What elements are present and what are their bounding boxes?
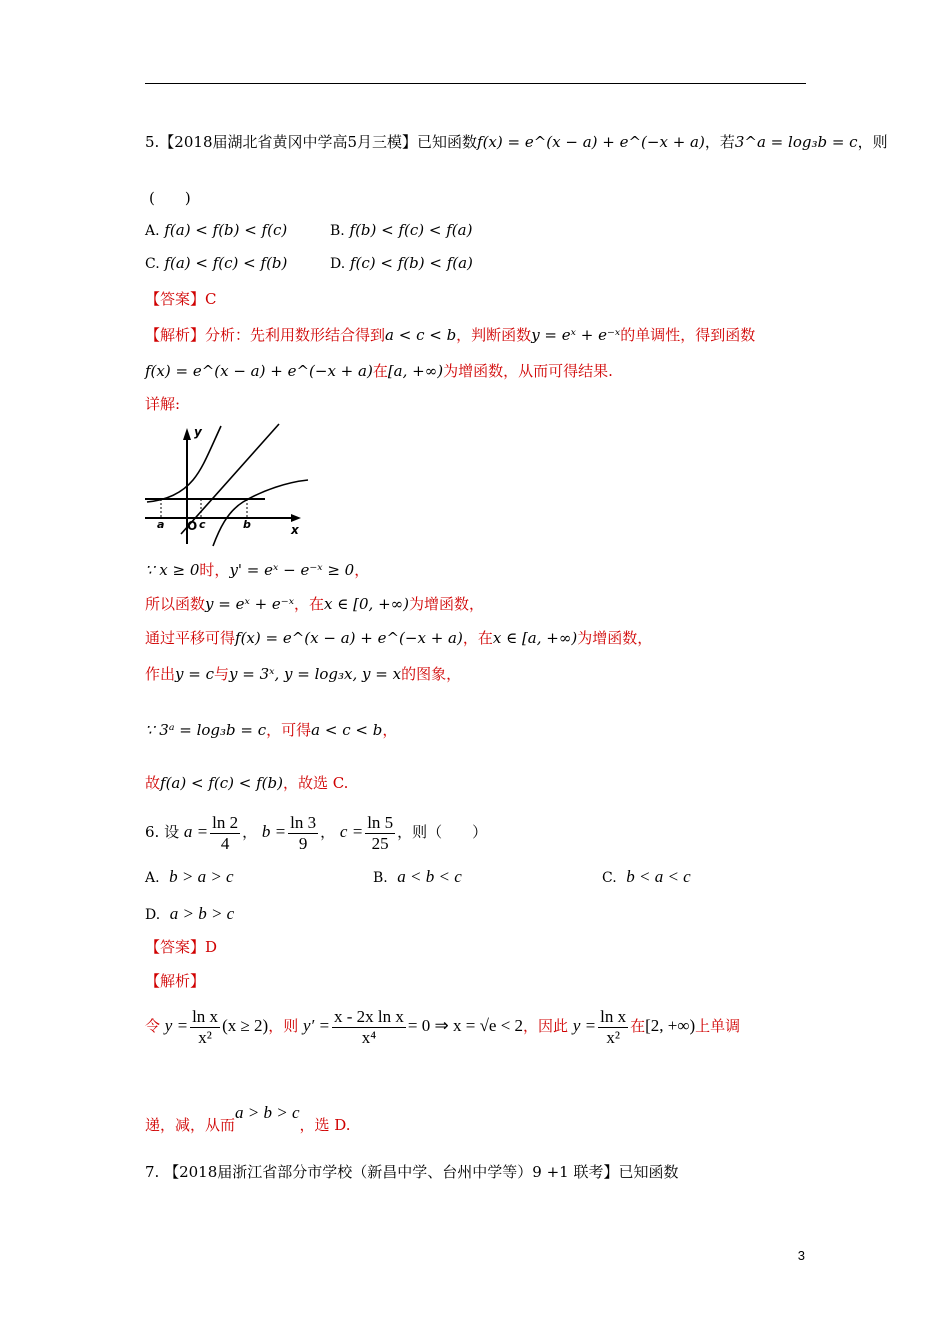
q6-frac-c: $\frac{\ln 5}{25}$ [367,812,394,853]
q5-option-a: A. f(a) < f(b) < f(c) [145,221,288,239]
label-x: x [291,523,299,537]
q5-step4: 作出y = c与y = 3ˣ, y = log₃x, y = x的图象， [145,665,462,683]
q5-step2: 所以函数y = eˣ + e⁻ˣ，在x ∈ [0, +∞)为增函数， [145,595,485,613]
q5-step6: 故f(a) < f(c) < f(b)，故选 C. [145,774,349,792]
q5-stem [145,132,888,152]
q5-cond-prefix: ，若 [704,133,735,151]
q6-frac-lnx-1: $\frac{\text{ln x}}{\text{x²}}$ [192,1006,219,1047]
q6-analysis-title: 【解析】 [145,972,206,990]
q5-answer: 【答案】C [145,290,217,308]
q5-step1: ∵ x ≥ 0时，y' = eˣ − e⁻ˣ ≥ 0， [145,561,370,579]
q5-option-c: C. f(a) < f(c) < f(b) [145,254,288,272]
q6-frac-a: $\frac{\ln 2}{4}$ [212,812,239,853]
q5-analysis-line2: f(x) = e^(x − a) + e^(−x + a)在[a, +∞)为增函数，从而可得结果. [145,362,613,380]
y-axis-arrow [183,428,191,440]
q6-analysis-line2: 递，减，从而a > b > c，选 D. [145,1103,351,1134]
label-c: c [199,518,206,531]
q5-option-d: D. f(c) < f(b) < f(a) [330,254,473,272]
q5-cond: 3^a = log₃b = c [734,133,858,151]
function-graph [143,422,313,550]
q6-answer: 【答案】D [145,938,218,956]
q6-frac-lnx-2: $\frac{\text{ln x}}{\text{x²}}$ [600,1006,627,1047]
q6-option-a: A. b > a > c [145,867,234,886]
q5-option-b: B. f(b) < f(c) < f(a) [330,221,473,239]
header-rule [145,83,806,84]
q5-step5: ∵ 3ᵃ = log₃b = c，可得a < c < b， [145,721,398,739]
q6-frac-b: $\frac{\ln 3}{9}$ [290,812,317,853]
q6-option-b: B. a < b < c [373,867,462,886]
q5-detail-label: 详解: [145,395,181,413]
label-y: y [194,425,202,439]
q5-step3: 通过平移可得f(x) = e^(x − a) + e^(−x + a)，在x ∈ [a, +∞)为增函数， [145,629,653,647]
q6-option-d: D. a > b > c [145,904,235,923]
q6-stem: 6. 设 a = $\frac{\ln 2}{4}$ ， b = $\frac{\ln 3}{9}$ ， c = $\frac{\ln 5}{25}$ ，则（ ） [145,812,488,853]
label-origin: O [187,519,198,533]
q5-func: f(x) = e^(x − a) + e^(−x + a) [477,133,705,151]
label-b: b [243,518,251,531]
x-axis-arrow [291,514,301,522]
page-number: 3 [797,1248,805,1263]
q5-header: 5.【2018届湖北省黄冈中学高5月三模】已知函数 [145,133,478,151]
q5-analysis-line1: 【解析】分析：先利用数形结合得到a < c < b，判断函数y = eˣ + e⁻ˣ的单调性，得到函数 [145,326,756,344]
q5-paren: ( ) [149,189,191,207]
label-a: a [157,518,165,531]
q6-option-c: C. b < a < c [602,867,691,886]
q6-analysis-line1: 令 y = $\frac{\text{ln x}}{\text{x²}}$ (x ≥ 2)，则 y′ = $\frac{\text{x - 2x ln x}}{\text{x⁴}}$ = 0 ⇒ x = √e < 2，因此 y = $\frac{\text{ln x}}{\text{x²}}$ 在[2, +∞)上单调 [145,1006,741,1047]
q6-frac-deriv: $\frac{\text{x - 2x ln x}}{\text{x⁴}}$ [334,1006,404,1047]
q7-stem: 7. 【2018届浙江省部分市学校（新昌中学、台州中学等）9 +1 联考】已知函数 [145,1163,679,1181]
q5-tail: ，则 [857,133,888,151]
